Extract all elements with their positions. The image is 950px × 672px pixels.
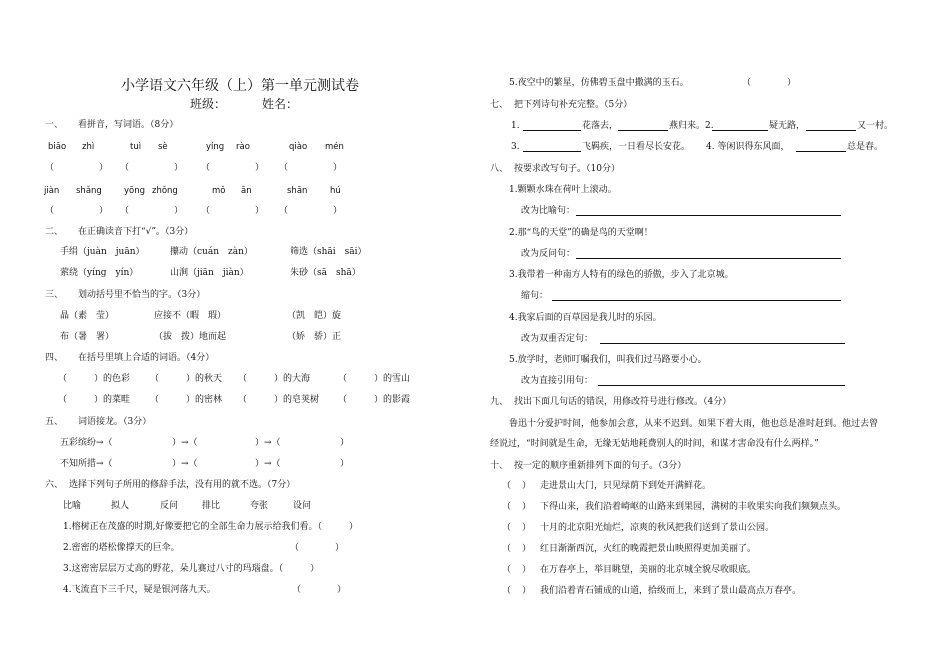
answer-blank[interactable]: （ ） <box>120 163 184 173</box>
pinyin: hú <box>330 186 341 196</box>
chain-end[interactable]: ） <box>340 459 350 469</box>
answer-blank[interactable]: （ ） <box>45 206 109 216</box>
order-paren-open[interactable]: （ <box>502 523 512 533</box>
answer-blank[interactable]: （ ） <box>201 206 265 216</box>
pronunciation-item[interactable]: 朱砂（sā shā） <box>290 268 361 278</box>
order-paren-close[interactable]: ） <box>522 481 532 491</box>
fill-word-item[interactable]: （ ）的菜畦 <box>58 395 131 405</box>
pronunciation-item[interactable]: 攥动（cuán zàn） <box>170 247 253 257</box>
word-choice-item[interactable]: 布（暑 署） <box>60 332 115 342</box>
section-7-number: 七、 <box>490 100 509 110</box>
poem-text: 飞羁疾，一日看尽长安花。 <box>582 142 691 152</box>
answer-blank[interactable]: （ ） <box>279 163 343 173</box>
fill-word-item[interactable]: （ ）的影霞 <box>338 395 411 405</box>
fill-word-item[interactable]: （ ）的秋天 <box>150 374 223 384</box>
rhetoric-sentence: 4.飞流直下三千尺，疑是银河落九天。 <box>63 585 216 595</box>
rewrite-sentence: 2.那“鸟的天堂”的确是鸟的天堂啊！ <box>509 228 653 238</box>
pronunciation-item[interactable]: 萦绕（yíng yín） <box>60 268 139 278</box>
pinyin: zhì <box>82 142 95 152</box>
pinyin: zhǒng <box>152 186 178 196</box>
fill-word-item[interactable]: （ ）的大海 <box>238 374 311 384</box>
pinyin: rào <box>236 142 250 152</box>
poem-text: 总是春。 <box>847 142 884 152</box>
poem-text: 4. 等闲识得东风面， <box>706 142 790 152</box>
order-paren-close[interactable]: ） <box>522 523 532 533</box>
answer-blank[interactable]: （ ） <box>742 78 797 88</box>
correction-paragraph-line[interactable]: 鲁迅十分爱护时间，他参加会意，从来不迟到。如果下着大雨，他也总是准时赶到。他过去曾 <box>509 419 879 429</box>
poem-text: 疑无路， <box>769 121 806 131</box>
order-paren-open[interactable]: （ <box>502 502 512 512</box>
pinyin: shǎng <box>76 186 102 196</box>
order-sentence: 红日渐渐西沉，火红的晚霞把景山映照得更加美丽了。 <box>540 544 757 554</box>
poem-blank[interactable] <box>796 141 846 152</box>
rewrite-sentence: 1.颗颗水珠在荷叶上滚动。 <box>509 185 617 195</box>
poem-blank[interactable] <box>806 120 856 131</box>
page-title: 小学语文六年级（上）第一单元测试卷 <box>121 78 359 94</box>
pronunciation-item[interactable]: 筛选（shāi sāi） <box>290 247 367 257</box>
rewrite-sentence: 5.放学时，老师叮嘱我们，叫我们过马路要小心。 <box>509 355 707 365</box>
rhetoric-option: 比喻 <box>63 501 82 511</box>
order-sentence: 十月的北京阳光灿烂，凉爽的秋风把我们送到了景山公园。 <box>540 523 775 533</box>
rhetoric-option: 排比 <box>202 501 221 511</box>
poem-blank[interactable] <box>523 120 581 131</box>
fill-word-item[interactable]: （ ）的色彩 <box>58 374 131 384</box>
fill-word-item[interactable]: （ ）的密林 <box>150 395 223 405</box>
class-label: 班级： <box>190 97 227 111</box>
pinyin: jiàn <box>44 186 60 196</box>
pinyin: qiào <box>289 142 308 152</box>
order-paren-open[interactable]: （ <box>502 586 512 596</box>
pinyin: shān <box>287 186 308 196</box>
correction-paragraph-line[interactable]: 经说过，“时间就是生命，无缘无姑地耗费别人的时间，和谋才害命没有什么两样。” <box>490 439 819 449</box>
order-paren-close[interactable]: ） <box>522 586 532 596</box>
section-5-title: 词语接龙。（3分） <box>78 417 152 427</box>
order-paren-open[interactable]: （ <box>502 544 512 554</box>
word-choice-item[interactable]: （凯 皑）旋 <box>287 311 342 321</box>
chain-start: 不知所措→（ <box>60 459 113 469</box>
section-4-number: 四、 <box>45 353 64 363</box>
section-7-title: 把下列诗句补充完整。（5分） <box>514 100 633 110</box>
chain-end[interactable]: ） <box>340 438 350 448</box>
section-6-number: 六、 <box>45 480 64 490</box>
section-3-number: 三、 <box>45 290 64 300</box>
section-10-title: 按一定的顺序重新排列下面的句子。（3分） <box>514 461 687 471</box>
pinyin: yíng <box>206 142 225 152</box>
section-8-title: 按要求改写句子。（10分） <box>514 164 620 174</box>
chain-link[interactable]: ）→（ <box>255 459 281 469</box>
rhetoric-option: 反问 <box>160 501 179 511</box>
answer-blank[interactable]: （ ） <box>120 206 184 216</box>
rhetoric-option: 设问 <box>293 501 312 511</box>
answer-line[interactable] <box>598 375 845 386</box>
answer-blank[interactable]: （ ） <box>201 163 265 173</box>
section-4-title: 在括号里填上合适的词语。（4分） <box>78 353 215 363</box>
chain-link[interactable]: ）→（ <box>172 459 198 469</box>
order-sentence: 在万春亭上，举目眺望，美丽的北京城全貌尽收眼底。 <box>540 565 757 575</box>
chain-start: 五彩缤纷→（ <box>60 438 113 448</box>
order-paren-close[interactable]: ） <box>522 565 532 575</box>
section-10-number: 十、 <box>490 461 509 471</box>
rewrite-task: 改为比喻句： <box>521 206 576 216</box>
rewrite-sentence: 3.我带着一种南方人特有的绿色的骄傲，步入了北京城。 <box>509 270 734 280</box>
word-choice-item[interactable]: 晶（素 莹） <box>60 311 115 321</box>
answer-blank[interactable]: （ ） <box>290 543 345 553</box>
pinyin: sè <box>158 142 168 152</box>
poem-blank[interactable] <box>712 120 768 131</box>
rhetoric-sentence: 3.这密密层层万丈高的野花，朵儿赛过八寸的玛瑙盘。（ ） <box>63 564 320 574</box>
fill-word-item[interactable]: （ ）的雪山 <box>338 374 411 384</box>
fill-word-item[interactable]: （ ）的皂荚树 <box>238 395 320 405</box>
rewrite-task: 改为直接引用句： <box>521 376 594 386</box>
order-paren-open[interactable]: （ <box>502 565 512 575</box>
poem-number: 3. <box>511 142 520 152</box>
section-1-title: 看拼音，写词语。（8分） <box>78 120 179 130</box>
order-sentence: 我们沿着青石铺成的山道，拾级而上，来到了景山最高点万春亭。 <box>540 586 802 596</box>
pinyin: tuì <box>130 142 142 152</box>
rhetoric-sentence: 5.夜空中的繁星，仿佛碧玉盘中撒满的玉石。 <box>509 78 689 88</box>
rhetoric-sentence: 2.密密的塔松像撑天的巨伞。 <box>63 543 180 553</box>
order-sentence: 下得山来，我们沿着崎岖的山路来到果园，满树的丰收果实向我们频频点头。 <box>540 502 847 512</box>
order-sentence: 走进景山大门，只见绿荫下到处开满鲜花。 <box>540 481 712 491</box>
word-choice-item[interactable]: （拔 拨）地而起 <box>154 332 227 342</box>
pinyin: yōng <box>124 186 146 196</box>
word-choice-item[interactable]: 应接不（暇 瑕） <box>154 311 227 321</box>
answer-line[interactable] <box>576 205 841 216</box>
section-6-title: 选择下列句子所用的修辞手法，没有用的就不选。（7分） <box>69 480 296 490</box>
answer-blank[interactable]: （ ） <box>45 163 109 173</box>
poem-text: 花落去， <box>582 121 619 131</box>
pronunciation-item[interactable]: 山涧（jiān jiàn） <box>170 268 249 278</box>
section-1-number: 一、 <box>45 120 64 130</box>
section-2-title: 在正确读音下打“√”。（3分） <box>78 227 194 237</box>
answer-blank[interactable]: （ ） <box>279 206 343 216</box>
rewrite-sentence: 4.我家后面的百草园是我儿时的乐园。 <box>509 313 662 323</box>
answer-line[interactable] <box>576 248 841 259</box>
order-paren-open[interactable]: （ <box>502 481 512 491</box>
rhetoric-option: 夸张 <box>250 501 269 511</box>
poem-blank[interactable] <box>618 120 668 131</box>
poem-blank[interactable] <box>523 141 581 152</box>
poem-text: 又一村。 <box>857 121 894 131</box>
rhetoric-sentence: 1.榕树正在茂盛的时期,好像要把它的全部生命力展示给我们看。（ ） <box>63 522 358 532</box>
pinyin: mén <box>325 142 344 152</box>
order-paren-close[interactable]: ） <box>522 544 532 554</box>
answer-blank[interactable]: （ ） <box>292 585 347 595</box>
rhetoric-option: 拟人 <box>111 501 130 511</box>
chain-link[interactable]: ）→（ <box>172 438 198 448</box>
section-8-number: 八、 <box>490 164 509 174</box>
order-paren-close[interactable]: ） <box>522 502 532 512</box>
word-choice-item[interactable]: （娇 骄）正 <box>287 332 342 342</box>
pinyin: biāo <box>48 142 67 152</box>
rewrite-task: 改为双重否定句： <box>521 334 594 344</box>
poem-text: 燕归来。2. <box>669 121 714 131</box>
poem-number: 1. <box>511 121 520 131</box>
rewrite-task: 缩句： <box>521 291 549 301</box>
pronunciation-item[interactable]: 手绢（juàn juān） <box>60 247 145 257</box>
section-9-title: 找出下面几句话的错误，用修改符号进行修改。（4分） <box>514 397 732 407</box>
section-2-number: 二、 <box>45 227 64 237</box>
answer-line[interactable] <box>600 333 845 344</box>
section-5-number: 五、 <box>45 417 64 427</box>
answer-line[interactable] <box>552 290 841 301</box>
section-9-number: 九、 <box>490 397 509 407</box>
pinyin: ān <box>241 186 252 196</box>
pinyin: mǒ <box>212 186 226 196</box>
rewrite-task: 改为反问句： <box>521 249 576 259</box>
section-3-title: 划动括号里不恰当的字。（3分） <box>78 290 206 300</box>
chain-link[interactable]: ）→（ <box>255 438 281 448</box>
name-label: 姓名： <box>262 97 299 111</box>
